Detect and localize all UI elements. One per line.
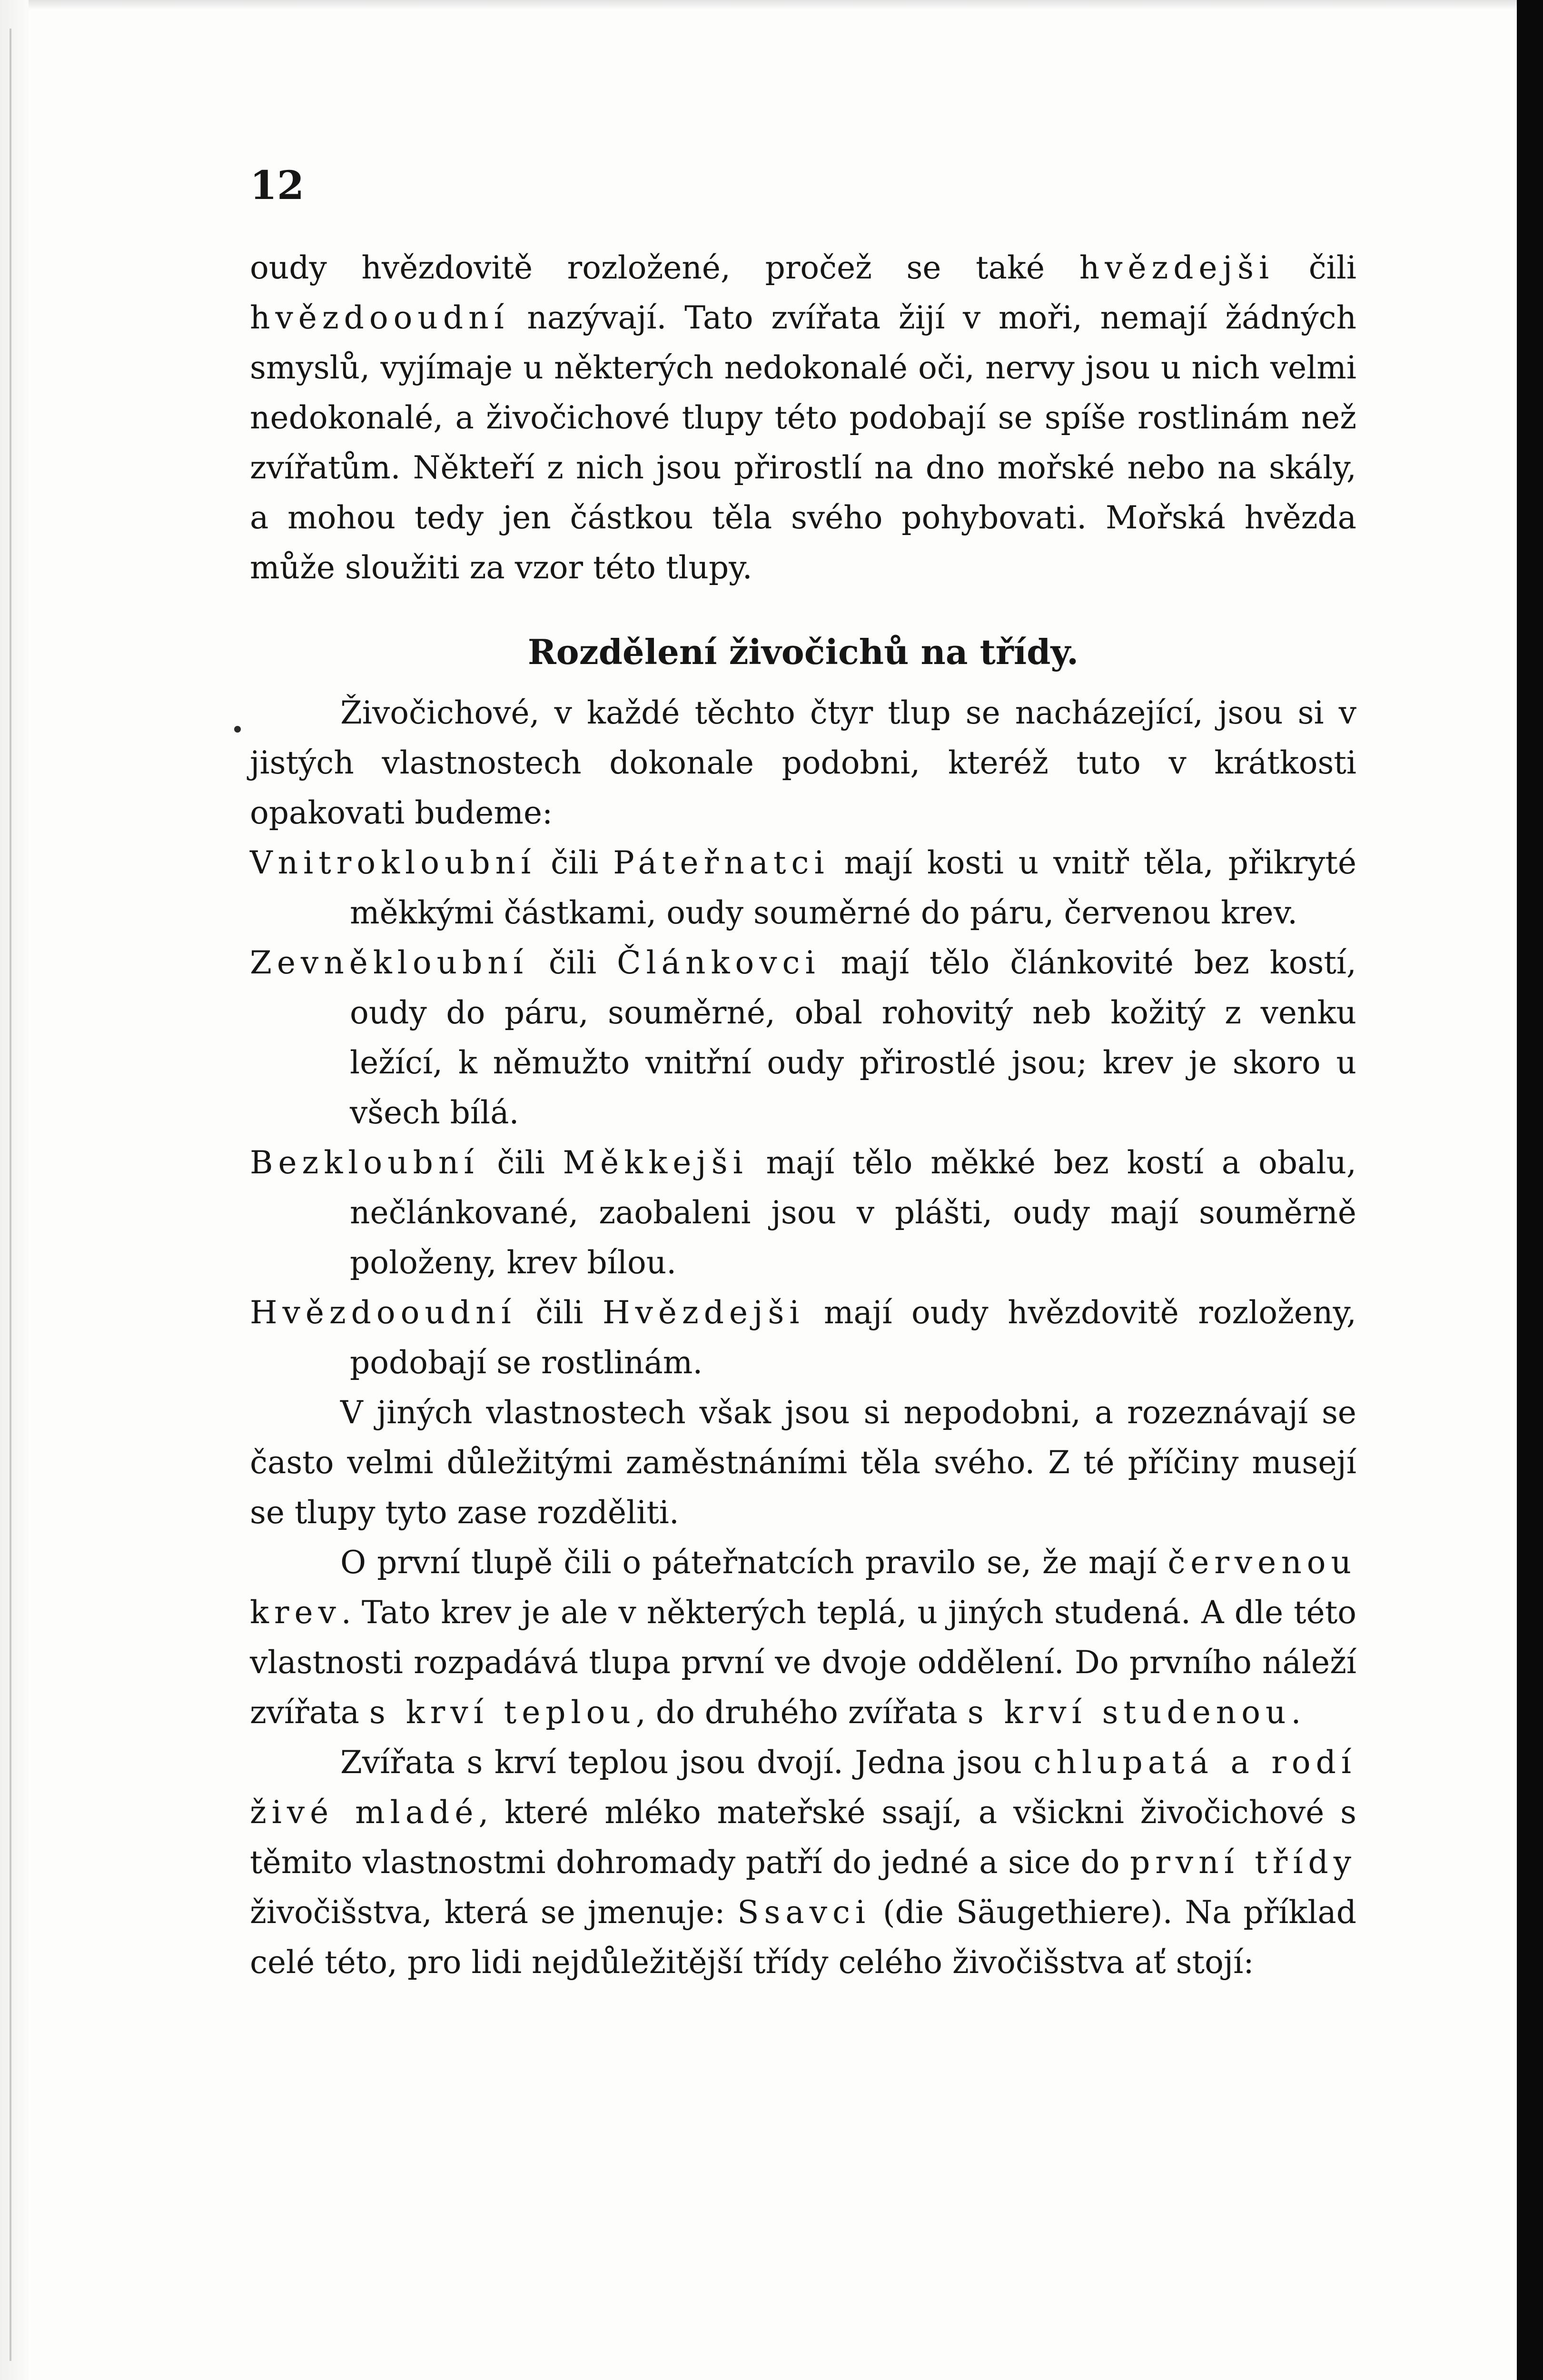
- text-run: , do druhého zvířata: [635, 1694, 968, 1731]
- text-run: . Tato krev je ale v některých teplá, u jiných studená. A dle této vlastnosti rozpadává tlupa první ve dvoje oddělení. Do prvního náleží zvířata: [250, 1594, 1356, 1731]
- spaced-term: Hvězdooudní: [250, 1294, 516, 1331]
- spaced-term: Bezkloubní: [250, 1144, 479, 1181]
- spaced-term: červenou krev: [250, 1544, 1356, 1631]
- spaced-term: první třídy: [1130, 1844, 1356, 1881]
- text-run: , které mléko mateřské ssají, a všickni živočichové s těmito vlastnostmi dohromady patří do jedné a sice do: [250, 1794, 1356, 1881]
- text-run: (die Säugethiere). Na příklad celé této, pro lidi nejdůležitější třídy celého živočišstva ať stojí:: [250, 1894, 1356, 1981]
- text-run: živočišstva, která se jmenuje:: [250, 1894, 738, 1931]
- text-run: Zvířata s krví teplou jsou dvojí. Jedna jsou: [340, 1744, 1034, 1781]
- spaced-term: Měkkejši: [563, 1144, 748, 1181]
- definition-vertebrates: [250, 838, 1356, 938]
- spaced-term: Vnitrokloubní: [250, 844, 536, 881]
- spaced-term: hvězdejši: [1079, 249, 1275, 286]
- text-run: mají tělo článkovité bez kostí, oudy do páru, souměrné, obal rohovitý neb kožitý z venku ležící, k němužto vnitřní oudy přirostlé jsou; krev je skoro u všech bílá.: [350, 944, 1356, 1131]
- definition-molluscs: [250, 1138, 1356, 1288]
- text-run: nazývají. Tato zvířata žijí v moři, nemají žádných smyslů, vyjímaje u některých nedokonalé oči, nervy jsou u nich velmi nedokonalé, a živočichové tlupy této podobají se spíše rostlinám než zvířatům. Někteří z nich jsou přirostlí na dno mořské nebo na skály, a mohou tedy jen částkou těla svého pohybovati. Mořská hvězda může sloužiti za vzor této tlupy.: [250, 299, 1356, 586]
- page-content: [250, 162, 1356, 1987]
- paragraph-mammals: [250, 1737, 1356, 1987]
- ink-dot: [234, 726, 241, 733]
- text-run: mají tělo měkké bez kostí a obalu, nečlánkované, zaobaleni jsou v plášti, oudy mají souměrně položeny, krev bílou.: [350, 1144, 1356, 1281]
- text-run: oudy hvězdovitě rozložené, pročež se také: [250, 249, 1079, 286]
- spaced-term: Páteřnatci: [613, 844, 830, 881]
- text-run: čili: [1274, 249, 1356, 286]
- spaced-term: s krví teplou: [369, 1694, 636, 1731]
- text-run: čili: [479, 1144, 563, 1181]
- text-run: čili: [528, 944, 617, 981]
- text-run: O první tlupě čili o páteřnatcích pravilo se, že mají: [340, 1544, 1168, 1581]
- spaced-term: Hvězdejši: [603, 1294, 805, 1331]
- text-run: mají oudy hvězdovitě rozloženy, podobají se rostlinám.: [350, 1294, 1357, 1381]
- page-top-shadow: [0, 0, 1543, 10]
- paragraph-blood: [250, 1537, 1356, 1737]
- definition-arthropods: [250, 938, 1356, 1138]
- text-run: mají kosti u vnitř těla, přikryté měkkými částkami, oudy souměrné do páru, červenou krev.: [350, 844, 1357, 931]
- spaced-term: s krví studenou: [967, 1694, 1291, 1731]
- spaced-term: Zevněkloubní: [250, 944, 528, 981]
- spaced-term: Článkovci: [617, 944, 821, 981]
- page-left-edge: [0, 0, 29, 2380]
- binding-line: [10, 29, 11, 2361]
- paragraph-differences: V jiných vlastnostech však jsou si nepodobni, a rozeznávají se často velmi důležitými zaměstnáními těla svého. Z té příčiny musejí se tlupy tyto zase rozděliti.: [250, 1394, 1356, 1531]
- spaced-term: chlupatá a rodí živé mladé: [250, 1744, 1356, 1831]
- text-run: .: [1291, 1694, 1301, 1731]
- definition-echinoderms: [250, 1288, 1356, 1388]
- page-right-border: [1517, 0, 1543, 2380]
- text-run: čili: [536, 844, 613, 881]
- paragraph-classes-intro: Živočichové, v každé těchto čtyr tlup se nacházející, jsou si v jistých vlastnostech dokonale podobni, kteréž tuto v krátkosti opakovati budeme:: [250, 694, 1356, 831]
- page-number: 12: [250, 163, 305, 208]
- text-run: čili: [516, 1294, 603, 1331]
- paragraph-intro: [250, 243, 1356, 593]
- section-heading: Rozdělení živočichů na třídy.: [527, 632, 1079, 672]
- spaced-term: Ssavci: [737, 1894, 871, 1931]
- spaced-term: hvězdooudní: [250, 299, 509, 336]
